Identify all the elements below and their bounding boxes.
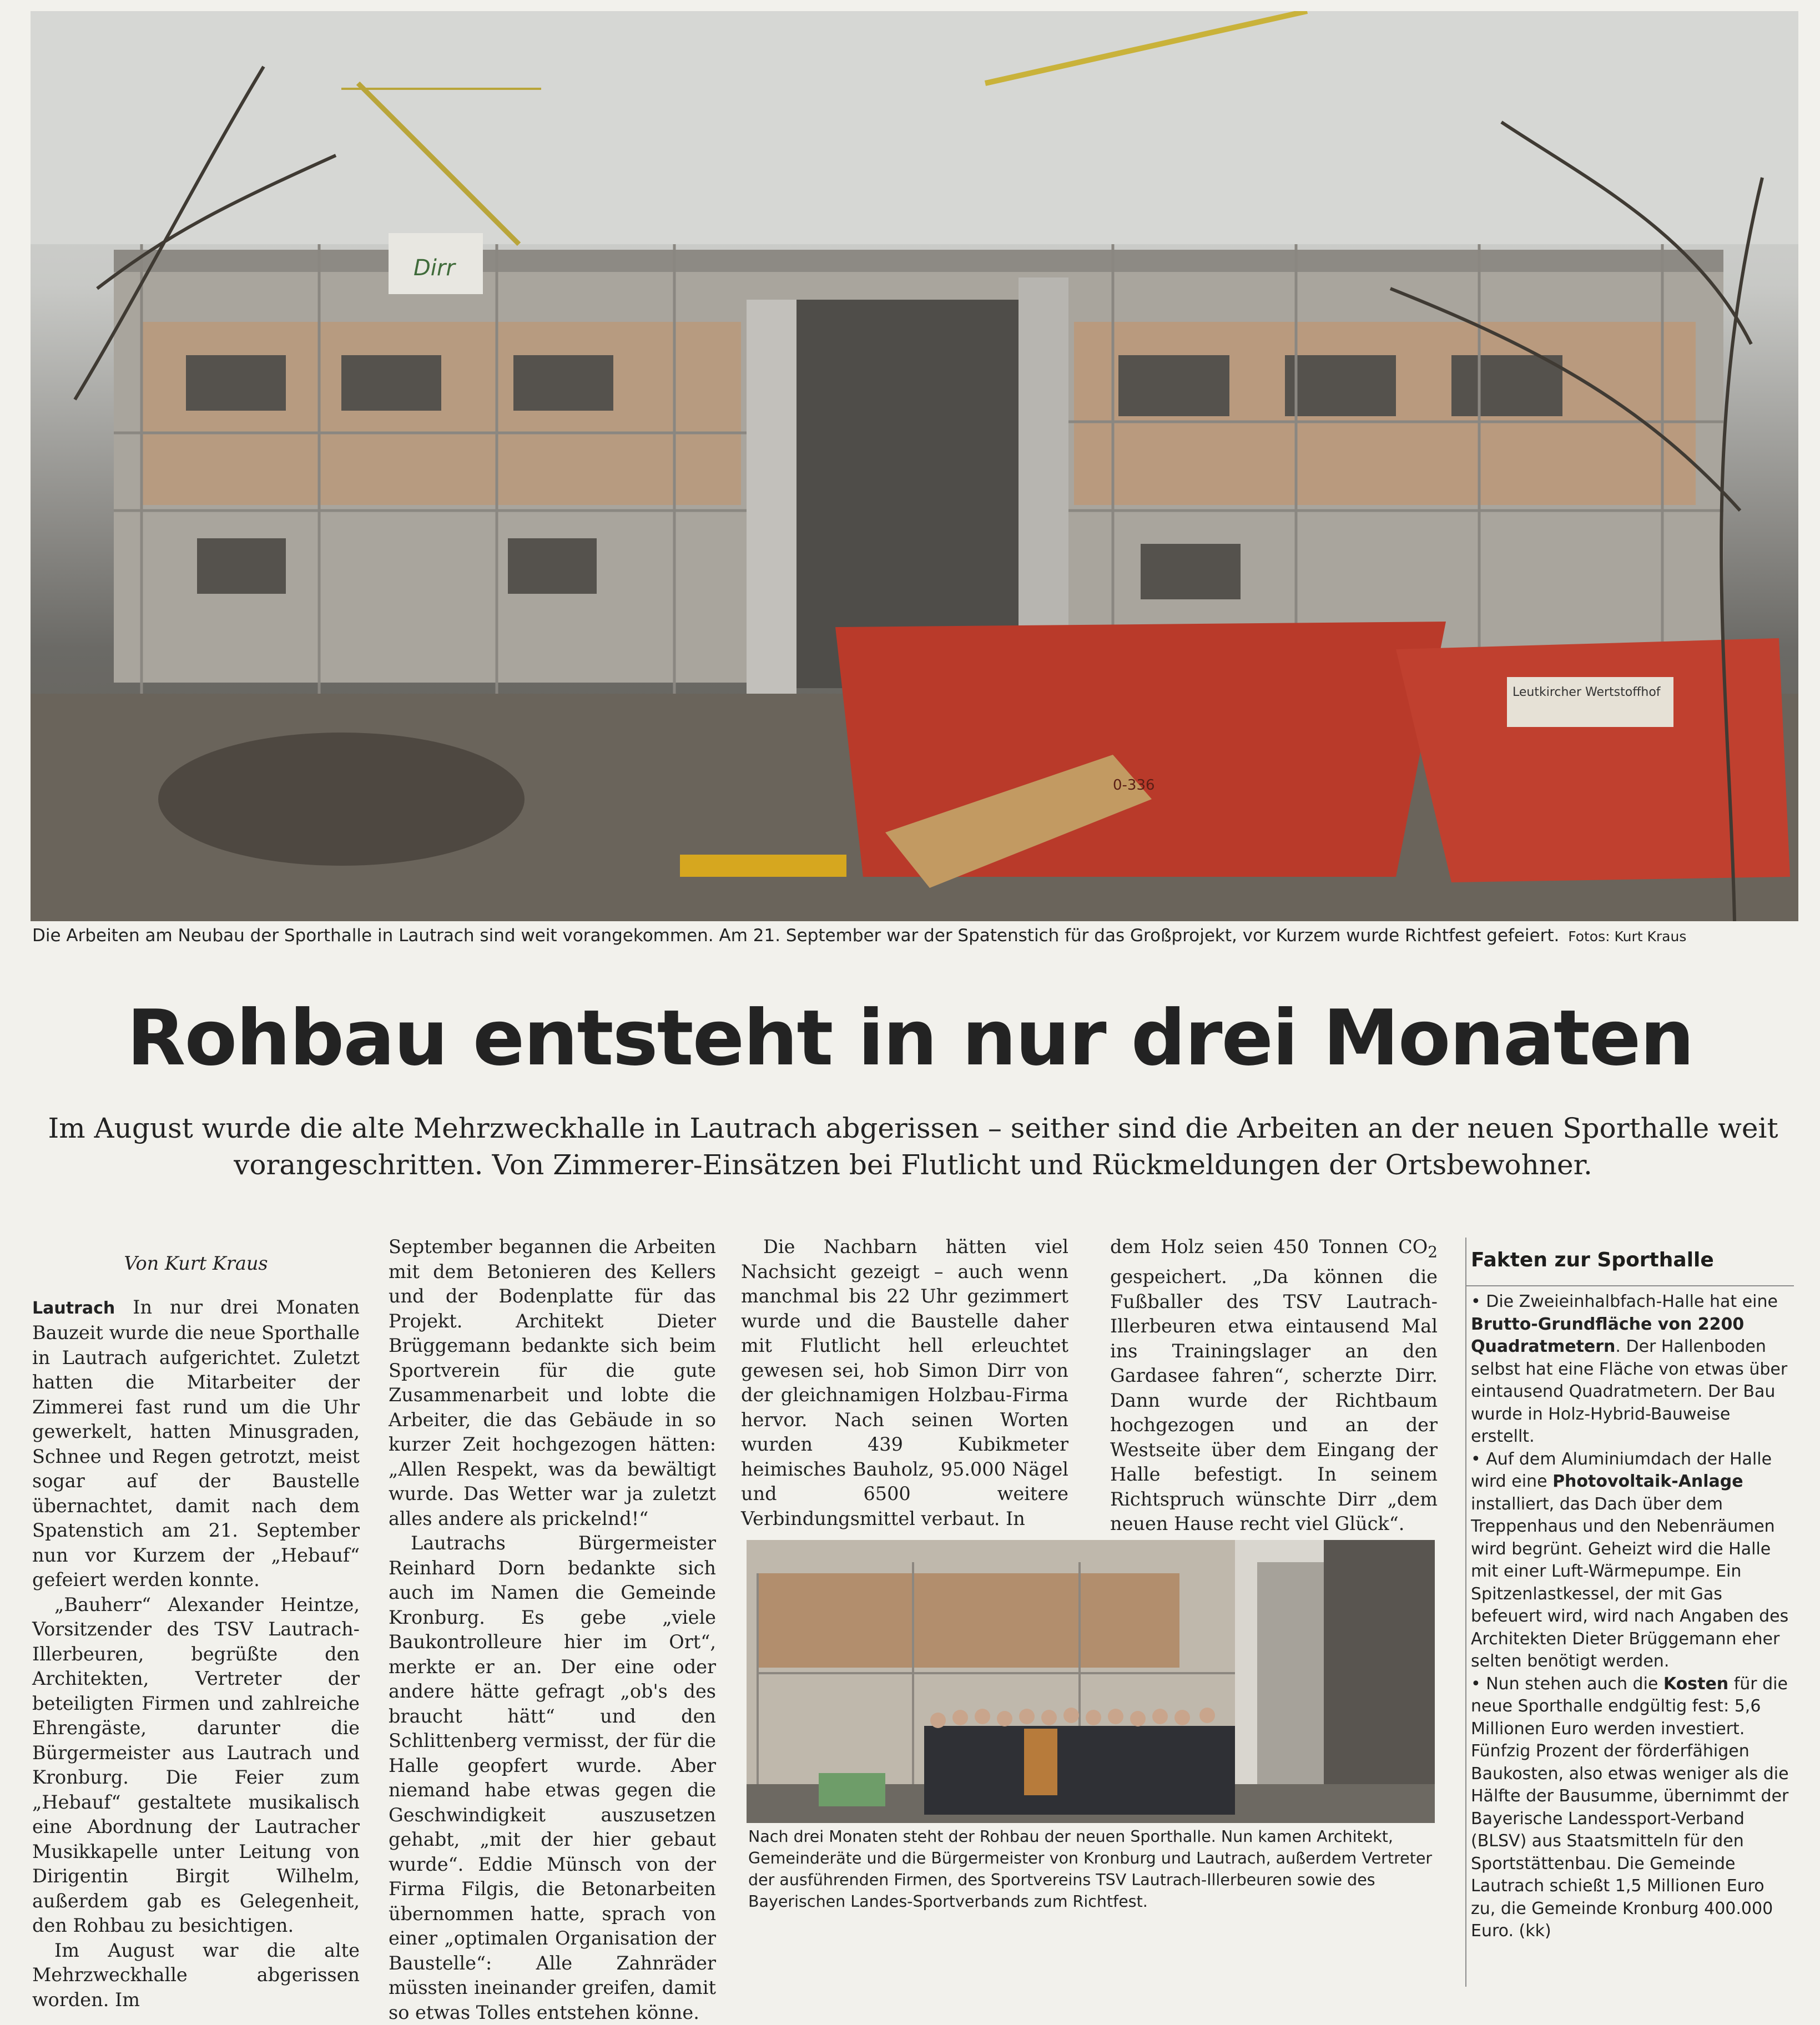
main-photo-caption [32, 926, 1797, 946]
fact-text: für die neue Sporthalle endgültig fest: 5,6 Millionen Euro werden investiert. Fünfzig Prozent der förderfähigen Baukosten, also etwas weniger als die Hälfte der Bausumme, übernimmt der Bayerische Landessport-Verband (BLSV) aus Staatsmitteln für den Sportstättenbau. Die Gemeinde Lautrach schießt 1,5 Millionen Euro zu, die Gemeinde Kronburg 400.000 Euro. (kk) [1471, 1674, 1789, 1941]
paragraph [1110, 1235, 1438, 1537]
article-headline: Rohbau entsteht in nur drei Monaten [127, 993, 1693, 1083]
fact-highlight: Brutto-Grundfläche von 2200 Quadratmetern [1471, 1314, 1745, 1356]
dateline: Lautrach [32, 1298, 115, 1318]
construction-site-photo [31, 11, 1798, 921]
byline: Von Kurt Kraus [124, 1253, 268, 1274]
paragraph: „Bauherr“ Alexander Heintze, Vorsitzender des TSV Lautrach-Illerbeuren, begrüßte den Architekten, Vertreter der beteiligten Firmen und zahlreiche Ehrengäste, darunter die Bürgermeister aus Lautrach und Kronburg. Die Feier zum „Hebauf“ gestaltete musikalisch eine Abordnung der Lautracher Musikkapelle unter Leitung von Dirigentin Birgit Wilhelm, außerdem gab es Gelegenheit, den Rohbau zu besichtigen. [32, 1593, 360, 1936]
fact-text: • Nun stehen auch die [1471, 1674, 1663, 1694]
fact-box-text [1471, 1291, 1794, 1943]
article-column-2 [389, 1235, 716, 2025]
article-column-1 [32, 1235, 360, 2012]
fact-item [1471, 1673, 1794, 1943]
article-deck: Im August wurde die alte Mehrzweckhalle in Lautrach abgerissen – seither sind die Arbeiten an der neuen Sporthalle weit vorangeschritten. Von Zimmerer-Einsätzen bei Flutlicht und Rückmeldungen der Ortsbewohner. [48, 1112, 1778, 1181]
fact-text: installiert, das Dach über dem Treppenhaus und den Nebenräumen wird begrünt. Geheizt wird die Halle mit einer Luft-Wärmepumpe. Ein Spitzenlastkessel, der mit Gas befeuert wird, wird nach Angaben des Architekten Dieter Brüggemann eher selten benötigt werden. [1471, 1494, 1789, 1671]
group-photo [747, 1540, 1435, 1823]
paragraph [32, 1295, 360, 1593]
group-photo-caption-text: Nach drei Monaten steht der Rohbau der neuen Sporthalle. Nun kamen Architekt, Gemeinderäte und die Bürgermeister von Kronburg und Lautrach, außerdem Vertreter der ausführenden Firmen, des Sportvereins TSV Lautrach-Illerbeuren sowie des Bayerischen Landes-Sportverbands zum Richtfest. [748, 1827, 1433, 1911]
builder-sign-text: Dirr [414, 255, 455, 281]
skip-number-text: 0-336 [1113, 777, 1155, 794]
fact-item [1471, 1448, 1794, 1673]
paragraph-text: In nur drei Monaten Bauzeit wurde die neue Sporthalle in Lautrach aufgerichtet. Zuletzt hatten die Mitarbeiter der Zimmerei fast rund um die Uhr gewerkelt, hatten Minusgraden, Schnee und Regen getrotzt, meist sogar auf der Baustelle übernachtet, damit nach dem Spatenstich am 21. September nun vor Kurzem der „Hebauf“ gefeiert werden konnte. [32, 1296, 360, 1590]
paragraph: Die Nachbarn hätten viel Nachsicht gezeigt – auch wenn manchmal bis 22 Uhr gezimmert wurde und die Baustelle daher mit Flutlicht hell erleuchtet gewesen sei, hob Simon Dirr von der gleichnamigen Holzbau-Firma hervor. Nach seinen Worten wurden 439 Kubikmeter heimisches Bauholz, 95.000 Nägel und 6500 weitere Verbindungsmittel verbaut. In [741, 1236, 1068, 1529]
fact-box-divider [1466, 1285, 1794, 1286]
article-column-4 [1110, 1235, 1438, 1537]
fact-highlight: Photovoltaik-Anlage [1552, 1472, 1743, 1491]
main-photo-caption-text: Die Arbeiten am Neubau der Sporthalle in Lautrach sind weit vorangekommen. Am 21. September war der Spatenstich für das Großprojekt, vor Kurzem wurde Richtfest gefeiert. [32, 926, 1560, 946]
skip-label-text: Leutkircher Wertstoffhof [1513, 685, 1661, 699]
group-photo-caption [748, 1826, 1436, 1912]
fact-box-title: Fakten zur Sporthalle [1471, 1249, 1714, 1271]
subscript: 2 [1428, 1243, 1438, 1261]
paragraph: Im August war die alte Mehrzweckhalle abgerissen worden. Im [32, 1939, 360, 2011]
fact-text: • Die Zweieinhalbfach-Halle hat eine [1471, 1292, 1778, 1311]
photo-credit: Fotos: Kurt Kraus [1568, 928, 1687, 945]
paragraph-text: gespeichert. „Da können die Fußballer des TSV Lautrach-Illerbeuren etwa eintausend Mal ins Trainingslager an den Gardasee fahren“, scherzte Dirr. Dann wurde der Richtbaum hochgezogen und an der Westseite über dem Eingang der Halle befestigt. In seinem Richtspruch wünschte Dirr „dem neuen Hause recht viel Glück“. [1110, 1266, 1438, 1535]
paragraph: September begannen die Arbeiten mit dem Betonieren des Kellers und der Bodenplatte für das Projekt. Architekt Dieter Brüggemann bedankte sich beim Sportverein für die gute Zusammenarbeit und lobte die Arbeiter, die das Gebäude in so kurzer Zeit hochgezogen hätten: „Allen Respekt, was da bewältigt wurde. Das Wetter war ja zuletzt alles andere als prickelnd!“ [389, 1236, 716, 1529]
fact-item [1471, 1291, 1794, 1448]
fact-text: • Auf dem Aluminiumdach der Halle wird eine [1471, 1449, 1772, 1491]
paragraph: Lautrachs Bürgermeister Reinhard Dorn bedankte sich auch im Namen die Gemeinde Kronburg. Es gebe „viele Baukontrolleure hier im Ort“, merkte er an. Der eine oder andere hätte gefragt „ob's des braucht hätt“ und den Schlittenberg vermisst, der für die Halle geopfert wurde. Aber niemand habe etwas gegen die Geschwindigkeit auszusetzen gehabt, „mit der hier gebaut wurde“. Eddie Münsch von der Firma Filgis, die Betonarbeiten übernommen hatte, sprach von einer „optimalen Organisation der Baustelle“: Alle Zahnräder müssten ineinander greifen, damit so etwas Tolles entstehen könne. [389, 1532, 716, 2023]
article-column-3 [741, 1235, 1068, 1531]
fact-highlight: Kosten [1663, 1674, 1729, 1694]
paragraph-text: dem Holz seien 450 Tonnen CO [1110, 1236, 1428, 1258]
group-photo-illustration [747, 1540, 1435, 1823]
fact-text: . Der Hallenboden selbst hat eine Fläche von etwas über eintausend Quadratmetern. Der Bau wurde in Holz-Hybrid-Bauweise erstellt. [1471, 1337, 1788, 1446]
construction-site-illustration [31, 11, 1798, 921]
fact-box [1465, 1238, 1794, 1987]
